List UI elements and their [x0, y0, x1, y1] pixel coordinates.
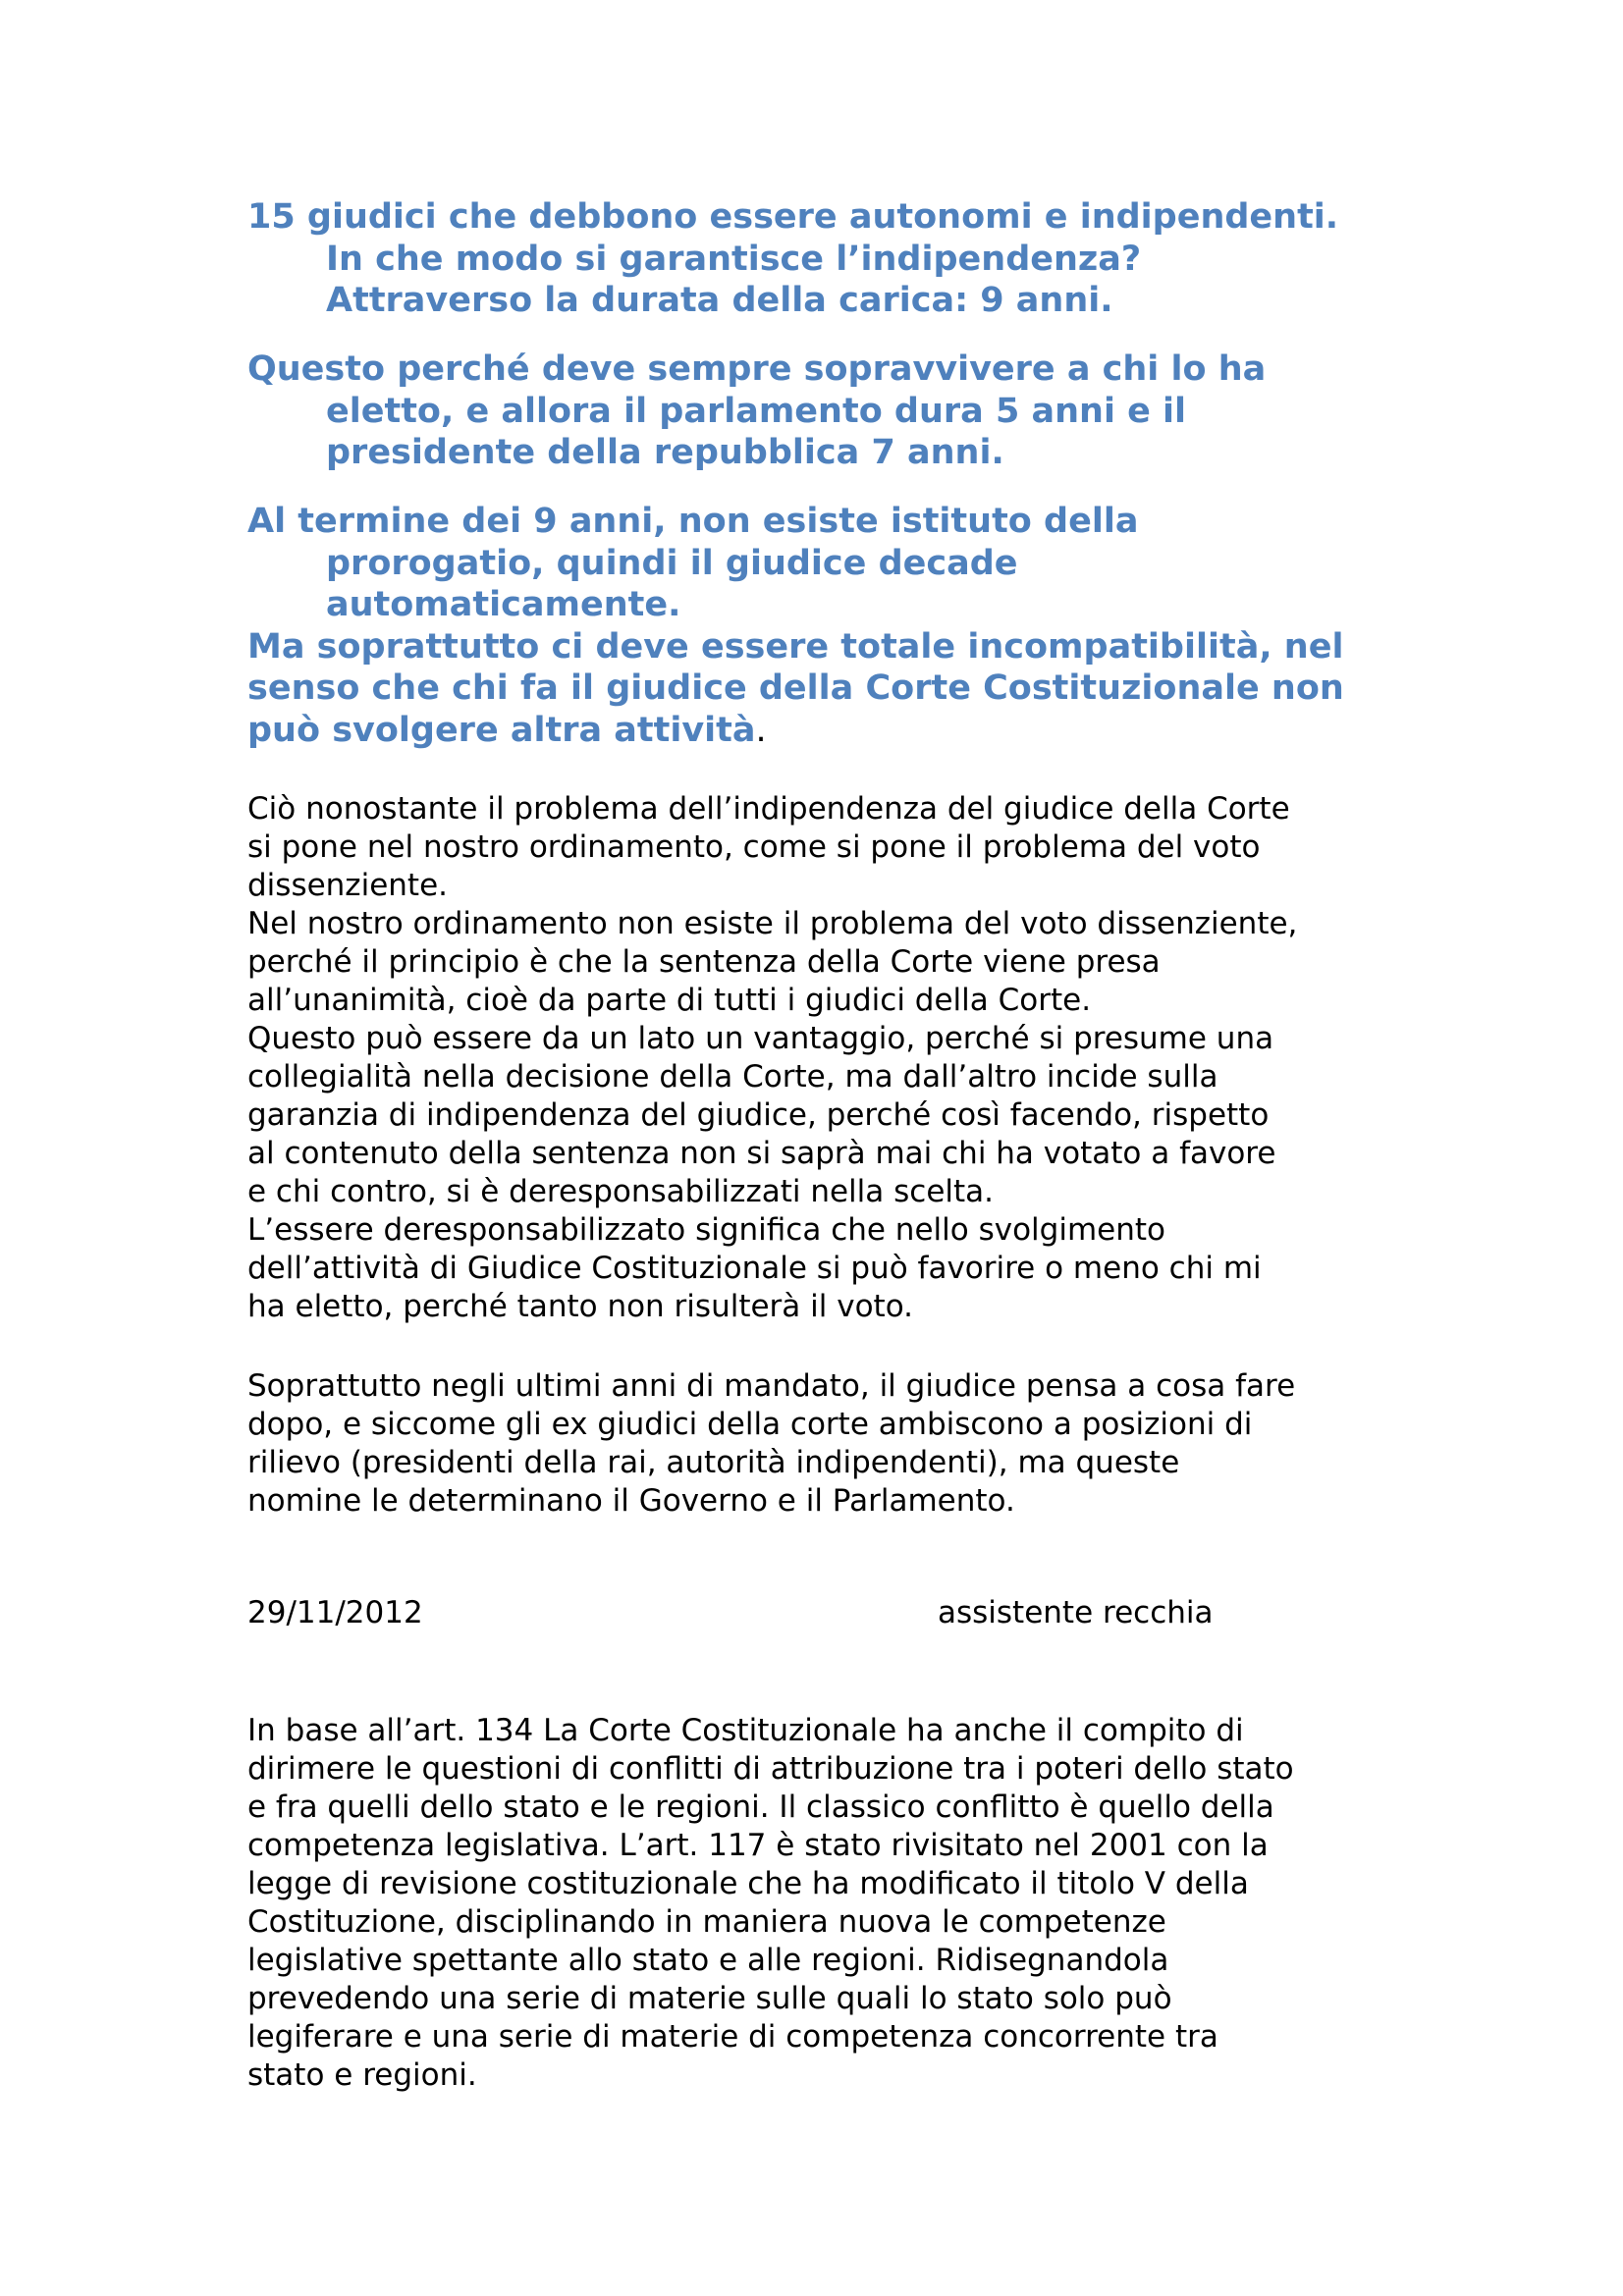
heading-line: senso che chi fa il giudice della Corte Costituzionale non: [247, 668, 1344, 708]
text-line: prevedendo una serie di materie sulle quali lo stato solo può: [247, 1981, 1172, 2016]
heading-line: 15 giudici che debbono essere autonomi e indipendenti.: [247, 197, 1339, 237]
text-line: legislative spettante allo stato e alle regioni. Ridisegnandola: [247, 1943, 1169, 1978]
date-label: 29/11/2012: [247, 1595, 423, 1630]
text-line: Questo può essere da un lato un vantaggio, perché si presume una: [247, 1021, 1274, 1056]
heading-block-2: [247, 348, 1266, 474]
text-line: rilievo (presidenti della rai, autorità indipendenti), ma queste: [247, 1445, 1180, 1480]
text-line: dell’attività di Giudice Costituzionale si può favorire o meno chi mi: [247, 1251, 1262, 1286]
text-line: perché il principio è che la sentenza della Corte viene presa: [247, 944, 1161, 980]
body-paragraph-1: [247, 790, 1297, 1326]
text-line: collegialità nella decisione della Corte, ma dall’altro incide sulla: [247, 1059, 1218, 1095]
text-line: competenza legislativa. L’art. 117 è stato rivisitato nel 2001 con la: [247, 1828, 1269, 1863]
heading-line-text: può svolgere altra attività: [247, 710, 756, 750]
text-line: e fra quelli dello stato e le regioni. Il classico conflitto è quello della: [247, 1789, 1274, 1825]
text-line: L’essere deresponsabilizzato significa che nello svolgimento: [247, 1212, 1165, 1248]
heading-line: Al termine dei 9 anni, non esiste istituto della: [247, 502, 1139, 541]
heading-line-last: [247, 710, 1344, 752]
text-line: dirimere le questioni di conflitti di attribuzione tra i poteri dello stato: [247, 1751, 1294, 1787]
trailing-period: .: [755, 710, 767, 750]
heading-block-1: [247, 196, 1338, 322]
text-line: In base all’art. 134 La Corte Costituzionale ha anche il compito di: [247, 1713, 1244, 1748]
text-line: Ciò nonostante il problema dell’indipendenza del giudice della Corte: [247, 791, 1290, 827]
text-line: nomine le determinano il Governo e il Parlamento.: [247, 1483, 1015, 1519]
text-line: al contenuto della sentenza non si saprà mai chi ha votato a favore: [247, 1136, 1276, 1171]
text-line: all’unanimità, cioè da parte di tutti i giudici della Corte.: [247, 983, 1092, 1018]
heading-line: Attraverso la durata della carica: 9 anni.: [326, 281, 1113, 320]
heading-line: prorogatio, quindi il giudice decade: [326, 543, 1018, 583]
heading-line: Ma soprattutto ci deve essere totale incompatibilità, nel: [247, 626, 1344, 667]
text-line: legiferare e una serie di materie di competenza concorrente tra: [247, 2019, 1218, 2055]
text-line: stato e regioni.: [247, 2057, 477, 2093]
text-line: legge di revisione costituzionale che ha modificato il titolo V della: [247, 1866, 1249, 1901]
author-label: assistente recchia: [938, 1595, 1214, 1630]
text-line: ha eletto, perché tanto non risulterà il voto.: [247, 1289, 913, 1324]
heading-line: presidente della repubblica 7 anni.: [326, 433, 1004, 472]
heading-line: Questo perché deve sempre sopravvivere a chi lo ha: [247, 349, 1267, 389]
heading-line: In che modo si garantisce l’indipendenza?: [326, 239, 1142, 279]
text-line: Soprattutto negli ultimi anni di mandato, il giudice pensa a cosa fare: [247, 1368, 1296, 1404]
heading-block-3: [247, 501, 1344, 751]
text-line: e chi contro, si è deresponsabilizzati nella scelta.: [247, 1174, 995, 1209]
text-line: si pone nel nostro ordinamento, come si pone il problema del voto: [247, 829, 1261, 865]
text-line: Nel nostro ordinamento non esiste il problema del voto dissenziente,: [247, 906, 1298, 941]
heading-line: eletto, e allora il parlamento dura 5 anni e il: [326, 391, 1187, 431]
text-line: dopo, e siccome gli ex giudici della corte ambiscono a posizioni di: [247, 1407, 1253, 1442]
text-line: Costituzione, disciplinando in maniera nuova le competenze: [247, 1904, 1166, 1940]
body-paragraph-3: [247, 1712, 1294, 2095]
heading-line: automaticamente.: [326, 585, 681, 624]
text-line: garanzia di indipendenza del giudice, perché così facendo, rispetto: [247, 1097, 1270, 1133]
body-paragraph-2: [247, 1367, 1295, 1521]
text-line: dissenziente.: [247, 868, 448, 903]
